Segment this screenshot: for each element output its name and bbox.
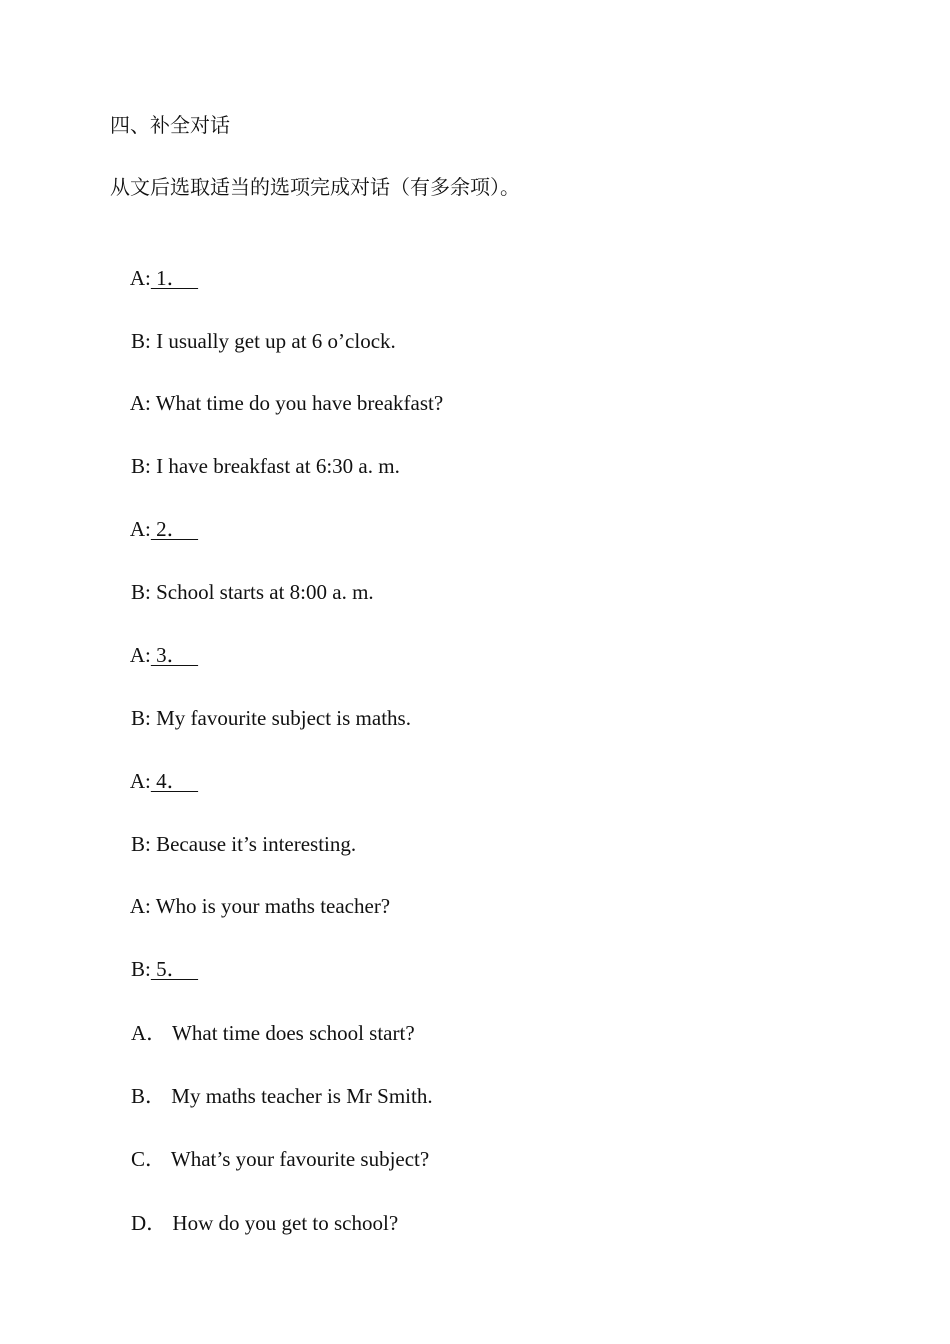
speaker-label: B: xyxy=(131,329,151,353)
option-letter: B． xyxy=(131,1084,167,1108)
option-letter: C． xyxy=(131,1147,167,1171)
answer-blank-3: 3． xyxy=(150,643,199,667)
dialogue-text: I usually get up at 6 o’clock. xyxy=(150,329,396,353)
option-text: How do you get to school? xyxy=(172,1211,399,1235)
speaker-label: A: xyxy=(129,391,151,415)
speaker-label: A: xyxy=(129,769,151,793)
speaker-label: B: xyxy=(131,580,151,604)
option-letter: A． xyxy=(131,1021,168,1045)
speaker-label: B: xyxy=(131,706,151,730)
dialogue-text: Who is your maths teacher? xyxy=(150,894,391,918)
option-text: My maths teacher is Mr Smith. xyxy=(171,1084,433,1108)
dialogue-text: I have breakfast at 6:30 a. m. xyxy=(150,454,400,478)
dialogue-text: Because it’s interesting. xyxy=(150,832,357,856)
answer-blank-2: 2． xyxy=(150,517,199,541)
instruction-text: 从文后选取适当的选项完成对话（有多余项）。 xyxy=(110,175,520,199)
speaker-label: A: xyxy=(129,517,151,541)
option-text: What’s your favourite subject? xyxy=(170,1147,430,1171)
speaker-label: B: xyxy=(131,454,151,478)
speaker-label: A: xyxy=(129,266,151,290)
speaker-label: A: xyxy=(129,643,151,667)
speaker-label: B: xyxy=(131,957,151,981)
dialogue-text: What time do you have breakfast? xyxy=(150,391,444,415)
option-item-d xyxy=(110,1181,398,1265)
speaker-label: A: xyxy=(129,894,151,918)
speaker-label: B: xyxy=(131,832,151,856)
option-text: What time does school start? xyxy=(172,1021,415,1045)
answer-blank-5: 5． xyxy=(150,957,199,981)
option-letter: D． xyxy=(131,1211,168,1235)
dialogue-text: School starts at 8:00 a. m. xyxy=(150,580,374,604)
dialogue-text: My favourite subject is maths. xyxy=(150,706,411,730)
answer-blank-1: 1． xyxy=(150,266,199,290)
answer-blank-4: 4． xyxy=(150,769,199,793)
section-title: 四、补全对话 xyxy=(110,113,230,137)
